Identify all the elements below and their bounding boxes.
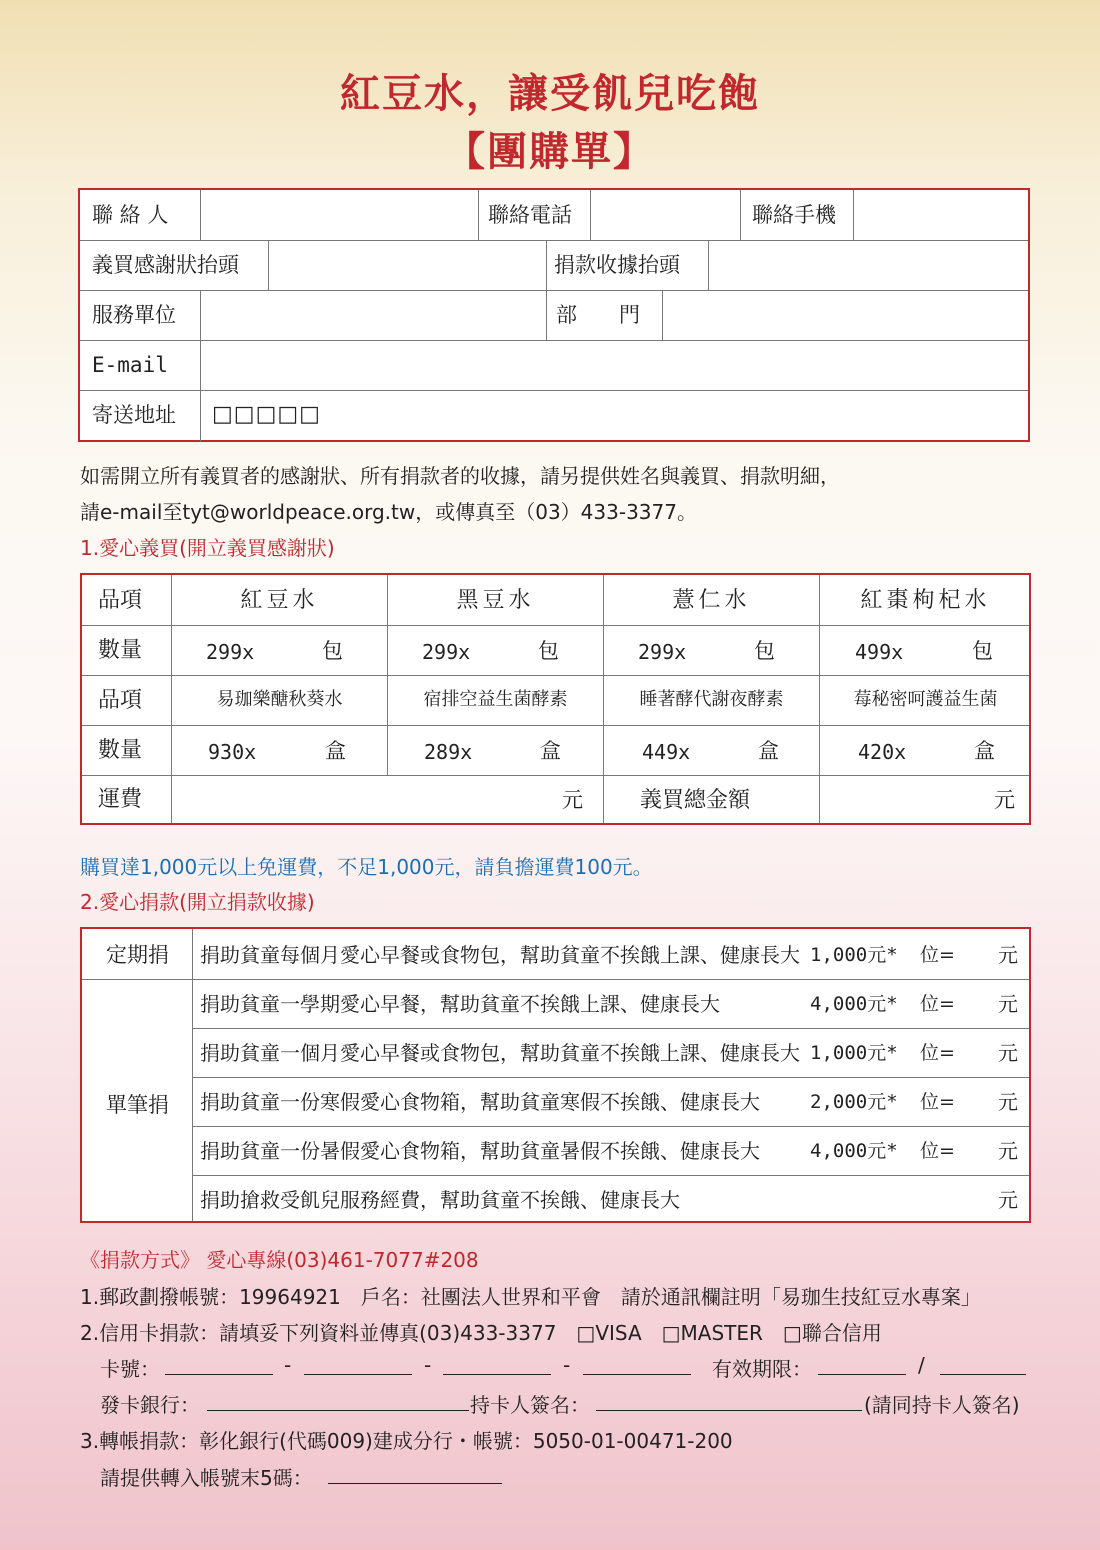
donation-row-desc: 捐助貧童每個月愛心早餐或食物包，幫助貧童不挨餓上課、健康長大 (200, 943, 800, 967)
price-label: 299x (206, 640, 255, 664)
page-title: 紅豆水，讓受飢兒吃飽 (340, 71, 760, 117)
donation-row-unit: 元 (998, 1188, 1018, 1212)
donation-row-per: 位= (920, 1042, 955, 1064)
price-label: 499x (855, 640, 904, 664)
donation-row-desc: 捐助貧童一份暑假愛心食物箱，幫助貧童暑假不挨餓、健康長大 (200, 1139, 760, 1163)
unit-label: 包 (972, 639, 993, 663)
donation-row-per: 位= (920, 1140, 955, 1162)
contact-person-label: 聯 絡 人 (92, 203, 169, 227)
receipt-note-line2: 請e-mail至tyt@worldpeace.org.tw，或傳真至（03）433-3377。 (80, 500, 697, 524)
donation-row-desc: 捐助貧童一學期愛心早餐，幫助貧童不挨餓上課、健康長大 (200, 992, 720, 1016)
unit-label: 包 (538, 639, 559, 663)
card-dash: - (563, 1353, 571, 1377)
donation-row-unit: 元 (998, 992, 1018, 1016)
donation-row-amount: 4,000元* (810, 1140, 898, 1162)
donation-row-unit: 元 (998, 1090, 1018, 1114)
donation-row-per: 位= (920, 993, 955, 1015)
product-probiotic-enzyme: 宿排空益生菌酵素 (423, 689, 568, 710)
donation-row-per: 位= (920, 1091, 955, 1113)
total-amount-field[interactable] (821, 777, 1001, 821)
shipping-yuan: 元 (562, 788, 583, 812)
donation-row-unit: 元 (998, 943, 1018, 967)
shipping-label: 運費 (98, 787, 143, 812)
contact-form (78, 188, 1030, 442)
credit-card-info: 2.信用卡捐款：請填妥下列資料並傳真(03)433-3377 □VISA □MASTER □聯合信用 (80, 1321, 882, 1345)
unit-label: 包 (754, 639, 775, 663)
card-number-field-4[interactable] (583, 1356, 691, 1375)
purchase-table (80, 573, 1031, 825)
cardholder-signature-label: 持卡人簽名： (470, 1393, 590, 1417)
department-field[interactable] (664, 292, 1025, 338)
bank-transfer-info: 3.轉帳捐款：彰化銀行(代碼009)建成分行・帳號：5050-01-00471-200 (80, 1429, 733, 1453)
organization-label: 服務單位 (92, 303, 176, 327)
address-field[interactable] (340, 392, 1025, 440)
product-jujube-goji-water: 紅棗枸杞水 (860, 588, 991, 613)
contact-person-field[interactable] (202, 192, 476, 238)
donation-row-per: 位= (920, 944, 955, 966)
price-label: 449x (642, 740, 691, 764)
product-black-bean-water: 黑豆水 (456, 588, 535, 613)
card-dash: - (284, 1353, 292, 1377)
price-label: 299x (422, 640, 471, 664)
account-last5-field[interactable] (328, 1465, 502, 1484)
total-amount-label: 義買總金額 (640, 788, 751, 813)
item-label-1: 品項 (98, 588, 143, 613)
qty-label-1: 數量 (98, 638, 143, 663)
page-subtitle: 【團購單】 (445, 129, 655, 175)
unit-label: 盒 (540, 739, 561, 763)
donation-row-amount: 4,000元* (810, 993, 898, 1015)
price-label: 930x (208, 740, 257, 764)
receipt-title-label: 捐款收據抬頭 (554, 253, 680, 277)
contact-mobile-label: 聯絡手機 (752, 203, 836, 227)
donation-row-unit: 元 (998, 1139, 1018, 1163)
thanks-title-label: 義買感謝狀抬頭 (92, 253, 239, 277)
cardholder-signature-field[interactable] (596, 1392, 862, 1411)
price-label: 420x (858, 740, 907, 764)
issuing-bank-field[interactable] (207, 1392, 469, 1411)
organization-field[interactable] (202, 292, 544, 338)
expiry-slash: / (918, 1353, 925, 1377)
single-donation-label: 單筆捐 (106, 1093, 169, 1117)
unit-label: 盒 (974, 739, 995, 763)
contact-phone-label: 聯絡電話 (488, 203, 572, 227)
expiry-label: 有效期限： (712, 1357, 812, 1381)
postal-transfer-info: 1.郵政劃撥帳號：19964921 戶名：社團法人世界和平會 請於通訊欄註明「易珈生技紅豆水專案」 (80, 1285, 981, 1309)
payment-heading: 《捐款方式》 愛心專線(03)461-7077#208 (80, 1248, 479, 1272)
receipt-note-line1: 如需開立所有義買者的感謝狀、所有捐款者的收據，請另提供姓名與義買、捐款明細， (80, 464, 840, 488)
expiry-month-field[interactable] (818, 1356, 906, 1375)
donation-row-amount: 1,000元* (810, 944, 898, 966)
unit-label: 盒 (325, 739, 346, 763)
department-label: 部 門 (556, 303, 640, 327)
donation-row-unit: 元 (998, 1041, 1018, 1065)
product-berry-probiotic: 莓秘密呵護益生菌 (853, 689, 998, 710)
qty-label-2: 數量 (98, 738, 143, 763)
total-yuan: 元 (994, 788, 1015, 812)
donation-row-amount: 2,000元* (810, 1091, 898, 1113)
donation-row-desc: 捐助貧童一個月愛心早餐或食物包，幫助貧童不挨餓上課、健康長大 (200, 1041, 800, 1065)
issuing-bank-label: 發卡銀行： (100, 1393, 200, 1417)
address-label: 寄送地址 (92, 403, 176, 427)
thanks-title-field[interactable] (270, 242, 544, 288)
card-number-field-3[interactable] (443, 1356, 551, 1375)
card-dash: - (424, 1353, 432, 1377)
email-field[interactable] (202, 342, 1025, 388)
donation-row-desc: 捐助搶救受飢兒服務經費，幫助貧童不挨餓、健康長大 (200, 1188, 680, 1212)
receipt-title-field[interactable] (710, 242, 1025, 288)
product-job-tears-water: 薏仁水 (672, 588, 751, 613)
card-number-field-2[interactable] (304, 1356, 412, 1375)
product-okra-water: 易珈樂醣秋葵水 (216, 689, 343, 710)
unit-label: 包 (322, 639, 343, 663)
postal-code-boxes[interactable]: □□□□□ (212, 402, 321, 427)
card-number-label: 卡號： (100, 1357, 160, 1381)
expiry-year-field[interactable] (940, 1356, 1026, 1375)
email-label: E-mail (92, 353, 168, 377)
donation-row-amount: 1,000元* (810, 1042, 898, 1064)
donation-table (80, 927, 1031, 1223)
price-label: 289x (424, 740, 473, 764)
shipping-note: 購買達1,000元以上免運費，不足1,000元，請負擔運費100元。 (80, 855, 653, 879)
unit-label: 盒 (758, 739, 779, 763)
item-label-2: 品項 (98, 688, 143, 713)
shipping-fee-field[interactable] (173, 777, 593, 821)
contact-phone-field[interactable] (592, 192, 738, 238)
donation-row-desc: 捐助貧童一份寒假愛心食物箱，幫助貧童寒假不挨餓、健康長大 (200, 1090, 760, 1114)
regular-donation-label: 定期捐 (106, 943, 169, 967)
product-night-enzyme: 睡著酵代謝夜酵素 (639, 689, 784, 710)
same-signature-note: (請同持卡人簽名) (864, 1393, 1020, 1417)
contact-mobile-field[interactable] (855, 192, 1025, 238)
price-label: 299x (638, 640, 687, 664)
account-last5-label: 請提供轉入帳號末5碼： (100, 1466, 313, 1490)
card-number-field-1[interactable] (165, 1356, 273, 1375)
section2-heading: 2.愛心捐款(開立捐款收據) (80, 890, 315, 914)
section1-heading: 1.愛心義買(開立義買感謝狀) (80, 536, 335, 560)
product-red-bean-water: 紅豆水 (240, 588, 319, 613)
